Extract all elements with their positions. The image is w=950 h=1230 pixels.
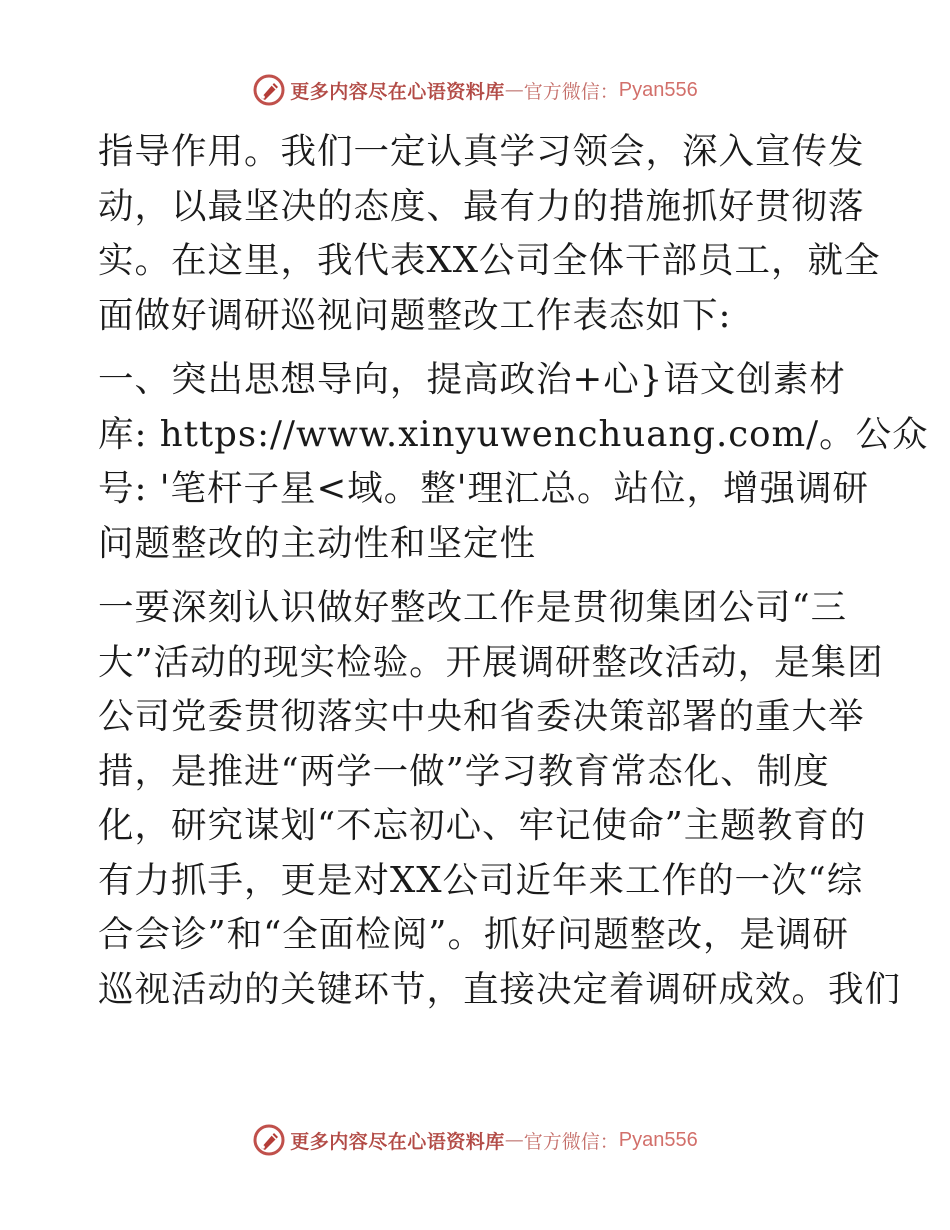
text-line: 化，研究谋划“不忘初心、牢记使命”主题教育的 xyxy=(98,805,867,846)
banner-separator: — xyxy=(504,79,524,101)
paragraph-spacer xyxy=(98,343,858,353)
text-line: 面做好调研巡视问题整改工作表态如下: xyxy=(98,294,732,336)
text-line: 动，以最坚决的态度、最有力的措施抓好贯彻落 xyxy=(98,185,865,227)
text-line: 合会诊”和“全面检阅”。抓好问题整改，是调研 xyxy=(98,914,849,955)
text-line: 一要深刻认识做好整改工作是贯彻集团公司“三 xyxy=(98,587,848,628)
banner-text: 更多内容尽在心语资料库 xyxy=(290,1130,505,1153)
paragraph-spacer xyxy=(98,571,858,581)
paragraph-3 xyxy=(98,581,902,1017)
text-line: 大”活动的现实检验。开展调研整改活动，是集团 xyxy=(98,641,884,683)
wechat-label: 官方微信： xyxy=(523,1130,619,1153)
wechat-handle: Pyan556 xyxy=(618,1128,698,1151)
text-line: 公司党委贯彻落实中央和省委决策部署的重大举 xyxy=(98,696,865,737)
footer-banner xyxy=(0,1120,950,1160)
banner-separator: — xyxy=(504,1129,524,1151)
text-line: 库: https://www.xinyuwenchuang.com/。公众 xyxy=(98,413,929,455)
document-body xyxy=(98,125,929,1017)
text-line: 指导作用。我们一定认真学习领会，深入宣传发 xyxy=(98,131,865,172)
banner-text: 更多内容尽在心语资料库 xyxy=(290,80,505,103)
text-line: 巡视活动的关键环节，直接决定着调研成效。我们 xyxy=(98,968,902,1010)
pen-nib-logo-icon xyxy=(252,73,286,107)
wechat-label: 官方微信： xyxy=(523,80,619,103)
text-line: 有力抓手，更是对XX公司近年来工作的一次“综 xyxy=(98,859,864,901)
paragraph-2 xyxy=(98,353,929,571)
text-line: 措，是推进“两学一做”学习教育常态化、制度 xyxy=(98,750,830,792)
text-line: 问题整改的主动性和坚定性 xyxy=(98,522,537,564)
wechat-handle: Pyan556 xyxy=(618,78,698,101)
text-line: 实。在这里，我代表XX公司全体干部员工，就全 xyxy=(98,240,881,281)
text-line: 一、突出思想导向，提高政治+心}语文创素材 xyxy=(98,359,846,400)
text-line: 号: '笔杆子星<域。整'理汇总。站位，增强调研 xyxy=(98,468,870,509)
pen-nib-logo-icon xyxy=(252,1123,286,1157)
header-banner xyxy=(0,70,950,110)
paragraph-1 xyxy=(98,125,881,343)
